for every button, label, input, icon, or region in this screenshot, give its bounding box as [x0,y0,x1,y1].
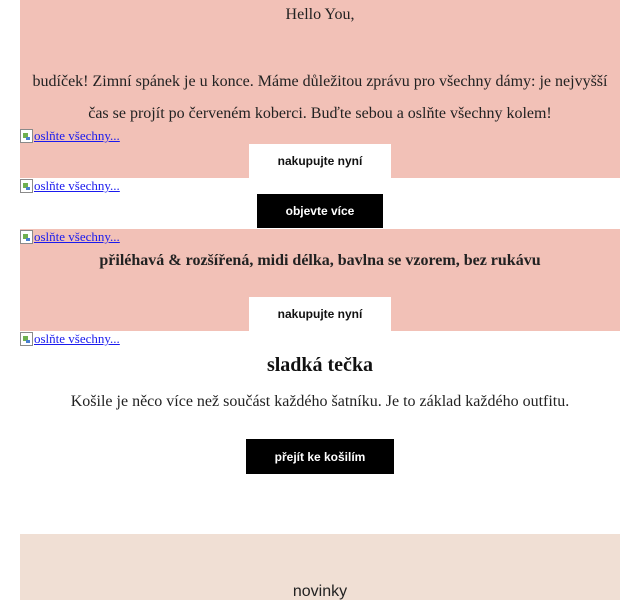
product-image-alt-text: oslňte všechny... [34,229,120,244]
go-to-shirts-button[interactable]: přejít ke košilím [246,439,394,474]
discover-more-button[interactable]: objevte více [257,194,383,228]
product-image-link[interactable] [20,229,120,245]
broken-image-icon [20,129,33,143]
intro-text: budíček! Zimní spánek je u konce. Máme důležitou zprávu pro všechny dámy: je nejvyšší čas se projít po červeném koberci. Buďte sebou a oslňte všechny kolem! [32,73,608,122]
greeting-text: Hello You, [285,6,355,23]
product-title: přiléhavá & rozšířená, midi délka, bavlna se vzorem, bez rukávu [99,252,541,269]
shirts-description: Košile je něco více než součást každého šatníku. Je to základ každého outfitu. [70,393,570,410]
banner-image-link[interactable] [20,178,120,194]
shirts-image-alt-text: oslňte všechny... [34,331,120,346]
broken-image-icon [20,179,33,193]
banner-image-alt-text: oslňte všechny... [34,178,120,193]
news-heading: novinky [292,583,348,600]
shirts-title: sladká tečka [266,354,374,376]
broken-image-icon [20,230,33,244]
shop-now-button[interactable]: nakupujte nyní [249,144,391,178]
shirts-image-link[interactable] [20,331,120,347]
hero-image-alt-text: oslňte všechny... [34,128,120,143]
broken-image-icon [20,332,33,346]
news-section [20,534,620,600]
product-shop-now-button[interactable]: nakupujte nyní [249,297,391,331]
hero-image-link[interactable] [20,128,120,144]
